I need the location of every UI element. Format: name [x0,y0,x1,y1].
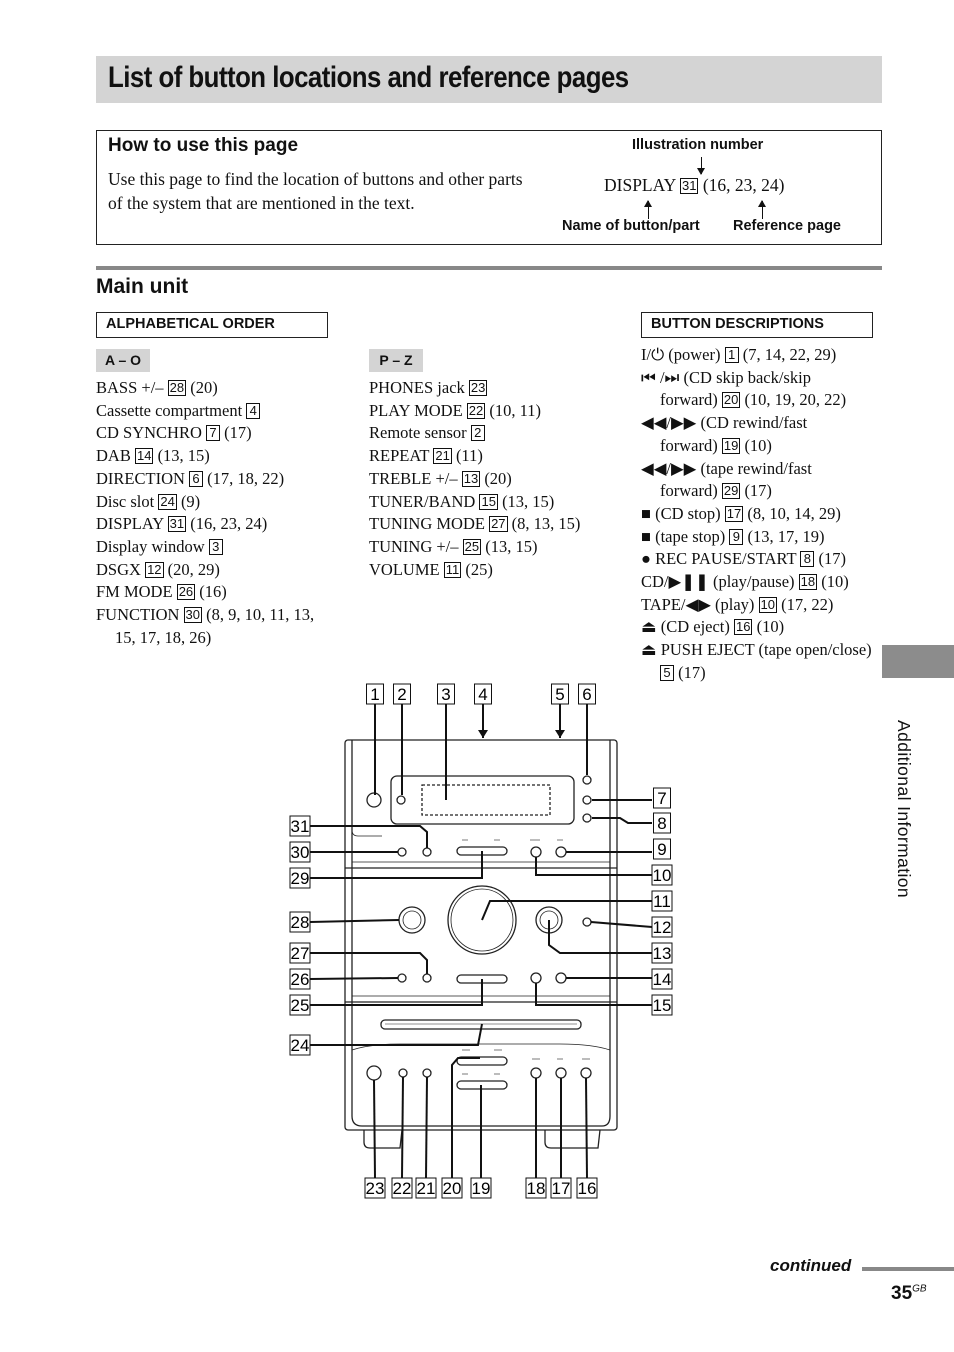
item-number: 7 [206,425,220,441]
callout-27 [290,943,310,963]
continued-rule [862,1267,954,1271]
name-label: Name of button/part [562,218,700,234]
item-number: 21 [435,448,450,464]
callout-18 [526,1178,546,1198]
leader-line [310,826,427,848]
callout-7 [654,788,671,808]
button-dot [367,793,381,807]
callout-number: 1 [370,685,380,704]
callout-5 [552,684,569,704]
alphabetical-header: ALPHABETICAL ORDER [96,312,328,338]
leader-line [536,857,652,875]
page-number [891,1283,927,1305]
button-dot [583,796,591,804]
callout-2 [394,684,411,704]
item-pages-cont: 15, 17, 18, 26) [115,627,212,647]
item-pages: (17) [674,662,706,682]
item-pages: (25) [461,559,493,579]
foot-right [545,1130,600,1148]
item-number: 30 [185,607,201,623]
item-pages: (13, 17, 19) [743,526,825,546]
callout-11 [652,891,672,911]
example-pages: (16, 23, 24) [702,175,785,195]
descriptions-header: BUTTON DESCRIPTIONS [641,312,873,338]
side-tab-label: Additional Information [894,720,914,899]
item-number: 23 [470,380,486,395]
unit-body [345,740,617,1130]
leader-line [482,901,652,920]
item-name: PHONES jack [369,378,469,397]
callout-24 [290,1035,310,1055]
callout-8 [654,813,671,833]
display-window [422,785,550,815]
button-dot [531,1068,541,1078]
callout-number: 23 [365,1179,385,1198]
item-name: ◀◀/▶▶ (tape rewind/fast [641,458,812,478]
callout-25 [290,995,310,1015]
callout-9 [654,839,671,859]
item-pages: (17, 22) [777,594,834,614]
button-dot [423,1069,431,1077]
item-number: 31 [169,516,185,532]
callout-number: 20 [442,1179,462,1198]
arrow-head-icon [555,730,565,738]
item-name: ● REC PAUSE/START [641,549,801,569]
callout-number: 11 [653,892,671,911]
callout-17 [551,1178,571,1198]
callout-number: 28 [290,913,310,932]
item-name: TAPE/◀▶ (play) [641,594,759,614]
callout-number: 18 [526,1179,546,1198]
item-name: BASS +/– [96,378,168,397]
display-panel [391,776,574,824]
callout-12 [652,917,672,937]
callout-19 [471,1178,491,1198]
button-dot [583,918,591,926]
callout-31 [290,816,310,836]
callout-number: 5 [555,685,565,704]
foot-left [364,1130,402,1148]
item-pages: (9) [176,491,201,511]
callout-number: 8 [657,814,667,833]
page-number-value: 35 [891,1283,913,1304]
item-number: 8 [800,551,814,567]
callout-number: 15 [652,996,672,1015]
item-name: ■ (tape stop) [641,526,730,546]
leader-line [310,978,398,979]
button-dot [423,848,431,856]
leader-line [374,1080,375,1178]
item-number: 26 [178,584,194,600]
item-pages: (7, 14, 22, 29) [738,345,837,364]
how-to-title: How to use this page [108,135,299,156]
callout-number: 7 [657,789,667,808]
callout-number: 24 [290,1036,310,1055]
continued-label: continued [770,1256,852,1275]
item-pages: (8, 9, 10, 11, 13, [202,605,315,625]
button-dot [398,974,406,982]
item-name-cont: forward) [660,481,722,501]
small-buttons [367,776,591,1080]
item-number: 20 [723,392,739,408]
button-dot [583,814,591,822]
item-pages: (17) [740,481,772,501]
callout-number: 14 [652,970,672,989]
item-name: FUNCTION [96,605,184,625]
button-dot [367,1066,381,1080]
callout-number: 10 [652,866,672,885]
button-dot [556,847,566,857]
button-dot [398,848,406,856]
example-number: 31 [682,178,697,193]
item-name: CD/▶❚❚ (play/pause) [641,572,799,592]
page-title: List of button locations and reference pages [108,61,629,94]
item-number: 4 [246,403,260,419]
page-suffix: GB [912,1283,927,1295]
callout-number: 9 [657,840,667,859]
item-name: DISPLAY [96,514,168,534]
reference-label: Reference page [733,218,841,234]
item-number: 1 [725,347,739,363]
leader-line [592,818,652,823]
item-pages: (16) [195,582,227,602]
callout-number: 2 [397,685,407,704]
button-dot [397,796,405,804]
leader-line [310,851,482,878]
callout-number: 26 [290,970,310,989]
item-number: 16 [736,619,751,635]
button-dot [556,973,566,983]
item-name: ◀◀/▶▶ (CD rewind/fast [641,413,808,433]
item-number: 14 [136,448,152,464]
item-name: TUNING MODE [369,514,490,534]
leader-line [402,1077,403,1178]
callout-21 [416,1178,436,1198]
button-dot [423,974,431,982]
item-pages: (10) [817,572,849,592]
item-name: ⏏ (CD eject) [641,617,735,637]
item-number: 12 [147,561,162,577]
item-number: 17 [726,505,742,521]
callout-number: 17 [551,1179,571,1198]
item-name: DAB [96,446,135,466]
item-number: 19 [723,437,739,453]
callout-number: 3 [441,685,451,704]
item-number: 11 [445,561,460,577]
callout-number: 16 [577,1179,597,1198]
leader-line [586,1078,587,1178]
callout-number: 19 [471,1179,491,1198]
item-name: FM MODE [96,582,177,602]
item-number: 9 [729,529,743,545]
item-name: ⏏ PUSH EJECT (tape open/close) [641,640,872,660]
cassette-door [352,740,382,836]
bass-knob-inner [403,911,421,929]
leader-line [310,979,482,1005]
item-pages: (8, 13, 15) [507,514,581,534]
item-number: 6 [189,471,203,487]
item-name: ■ (CD stop) [641,503,725,523]
callout-10 [652,865,672,885]
callout-28 [290,912,310,932]
item-name: CD SYNCHRO [96,423,207,443]
leader-line [310,920,399,922]
button-dot [556,1068,566,1078]
range-p-z: P – Z [369,349,423,372]
callout-30 [290,842,310,862]
item-pages: (17) [220,423,252,443]
item-name: Disc slot [96,491,159,511]
item-pages: (20, 29) [163,559,220,579]
callout-number: 13 [652,944,672,963]
button-dot [531,847,541,857]
item-number: 25 [464,538,480,554]
item-pages: (13, 15) [153,446,210,466]
item-pages: (20) [186,378,218,397]
callout-26 [290,969,310,989]
callout-23 [365,1178,385,1198]
leader-line [426,1077,427,1178]
leader-line [310,1024,482,1045]
item-name: DSGX [96,559,146,579]
item-number: 24 [160,493,175,509]
item-pages: (20) [480,468,512,488]
callout-number: 12 [652,918,672,937]
callout-number: 25 [290,996,310,1015]
item-pages: (13, 15) [497,491,555,511]
callout-1 [367,684,384,704]
item-number: 15 [481,493,496,509]
item-name: REPEAT [369,446,434,466]
callout-14 [652,969,672,989]
item-pages: (10) [740,435,772,455]
item-number: 2 [471,425,485,441]
item-number: 18 [800,574,816,590]
item-name: VOLUME [369,559,444,579]
item-pages: (10, 11) [485,400,542,420]
item-name: Remote sensor [369,423,471,443]
item-pages: (8, 10, 14, 29) [743,503,841,523]
item-name: TUNING +/– [369,536,463,556]
item-pages: (10, 19, 20, 22) [740,390,847,410]
callout-3 [438,684,455,704]
callout-22 [392,1178,412,1198]
section-title: Main unit [96,275,189,298]
button-dot [399,1069,407,1077]
callout-number: 4 [478,685,488,704]
callout-number: 6 [582,685,592,704]
arrow-head-icon [478,730,488,738]
callout-20 [442,1178,462,1198]
item-number: 28 [169,380,185,395]
leader-line [452,1058,480,1178]
button-dot [581,1068,591,1078]
leader-line [310,953,427,974]
example-name: DISPLAY [604,175,676,195]
item-pages: (13, 15) [481,536,538,556]
callout-29 [290,868,310,888]
button-dot [531,973,541,983]
item-name: Display window [96,536,209,556]
item-name: PLAY MODE [369,400,467,420]
callout-number: 22 [392,1179,412,1198]
item-number: 13 [463,470,479,486]
item-name-cont: forward) [660,390,722,410]
callout-number: 21 [416,1179,436,1198]
item-name: TUNER/BAND [369,491,480,511]
callout-4 [475,684,492,704]
item-name: TREBLE +/– [369,468,462,488]
illustration-number-label: Illustration number [632,137,764,153]
item-name: ⏮ /⏭ (CD skip back/skip [641,367,811,387]
callout-13 [652,943,672,963]
how-to-text: Use this page to find the location of buttons and other parts of the system that are mentioned in the text. [108,169,523,213]
item-number: 3 [209,539,223,555]
item-name-cont: forward) [660,435,722,455]
item-number: 10 [760,596,776,612]
item-number: 27 [491,516,506,532]
button-dot [583,776,591,784]
item-number: 5 [660,665,674,681]
item-pages: (17, 18, 22) [203,468,285,488]
item-name: DIRECTION [96,468,190,488]
callout-15 [652,995,672,1015]
callout-number: 31 [290,817,310,836]
item-pages: (17) [814,549,847,569]
leader-lines [310,704,652,1178]
callout-number: 30 [290,843,310,862]
item-number: 22 [468,402,484,418]
callout-number: 27 [290,944,310,963]
item-number: 29 [723,483,739,499]
leader-line [591,922,652,927]
item-pages: (11) [451,446,483,466]
item-name: I/⏻ (power) [641,345,725,364]
item-pages: (16, 23, 24) [186,514,268,534]
callout-6 [579,684,596,704]
callout-16 [577,1178,597,1198]
item-name: Cassette compartment [96,400,247,420]
item-pages: (10) [752,617,785,637]
range-a-o: A – O [96,349,150,372]
callout-number: 29 [290,869,310,888]
